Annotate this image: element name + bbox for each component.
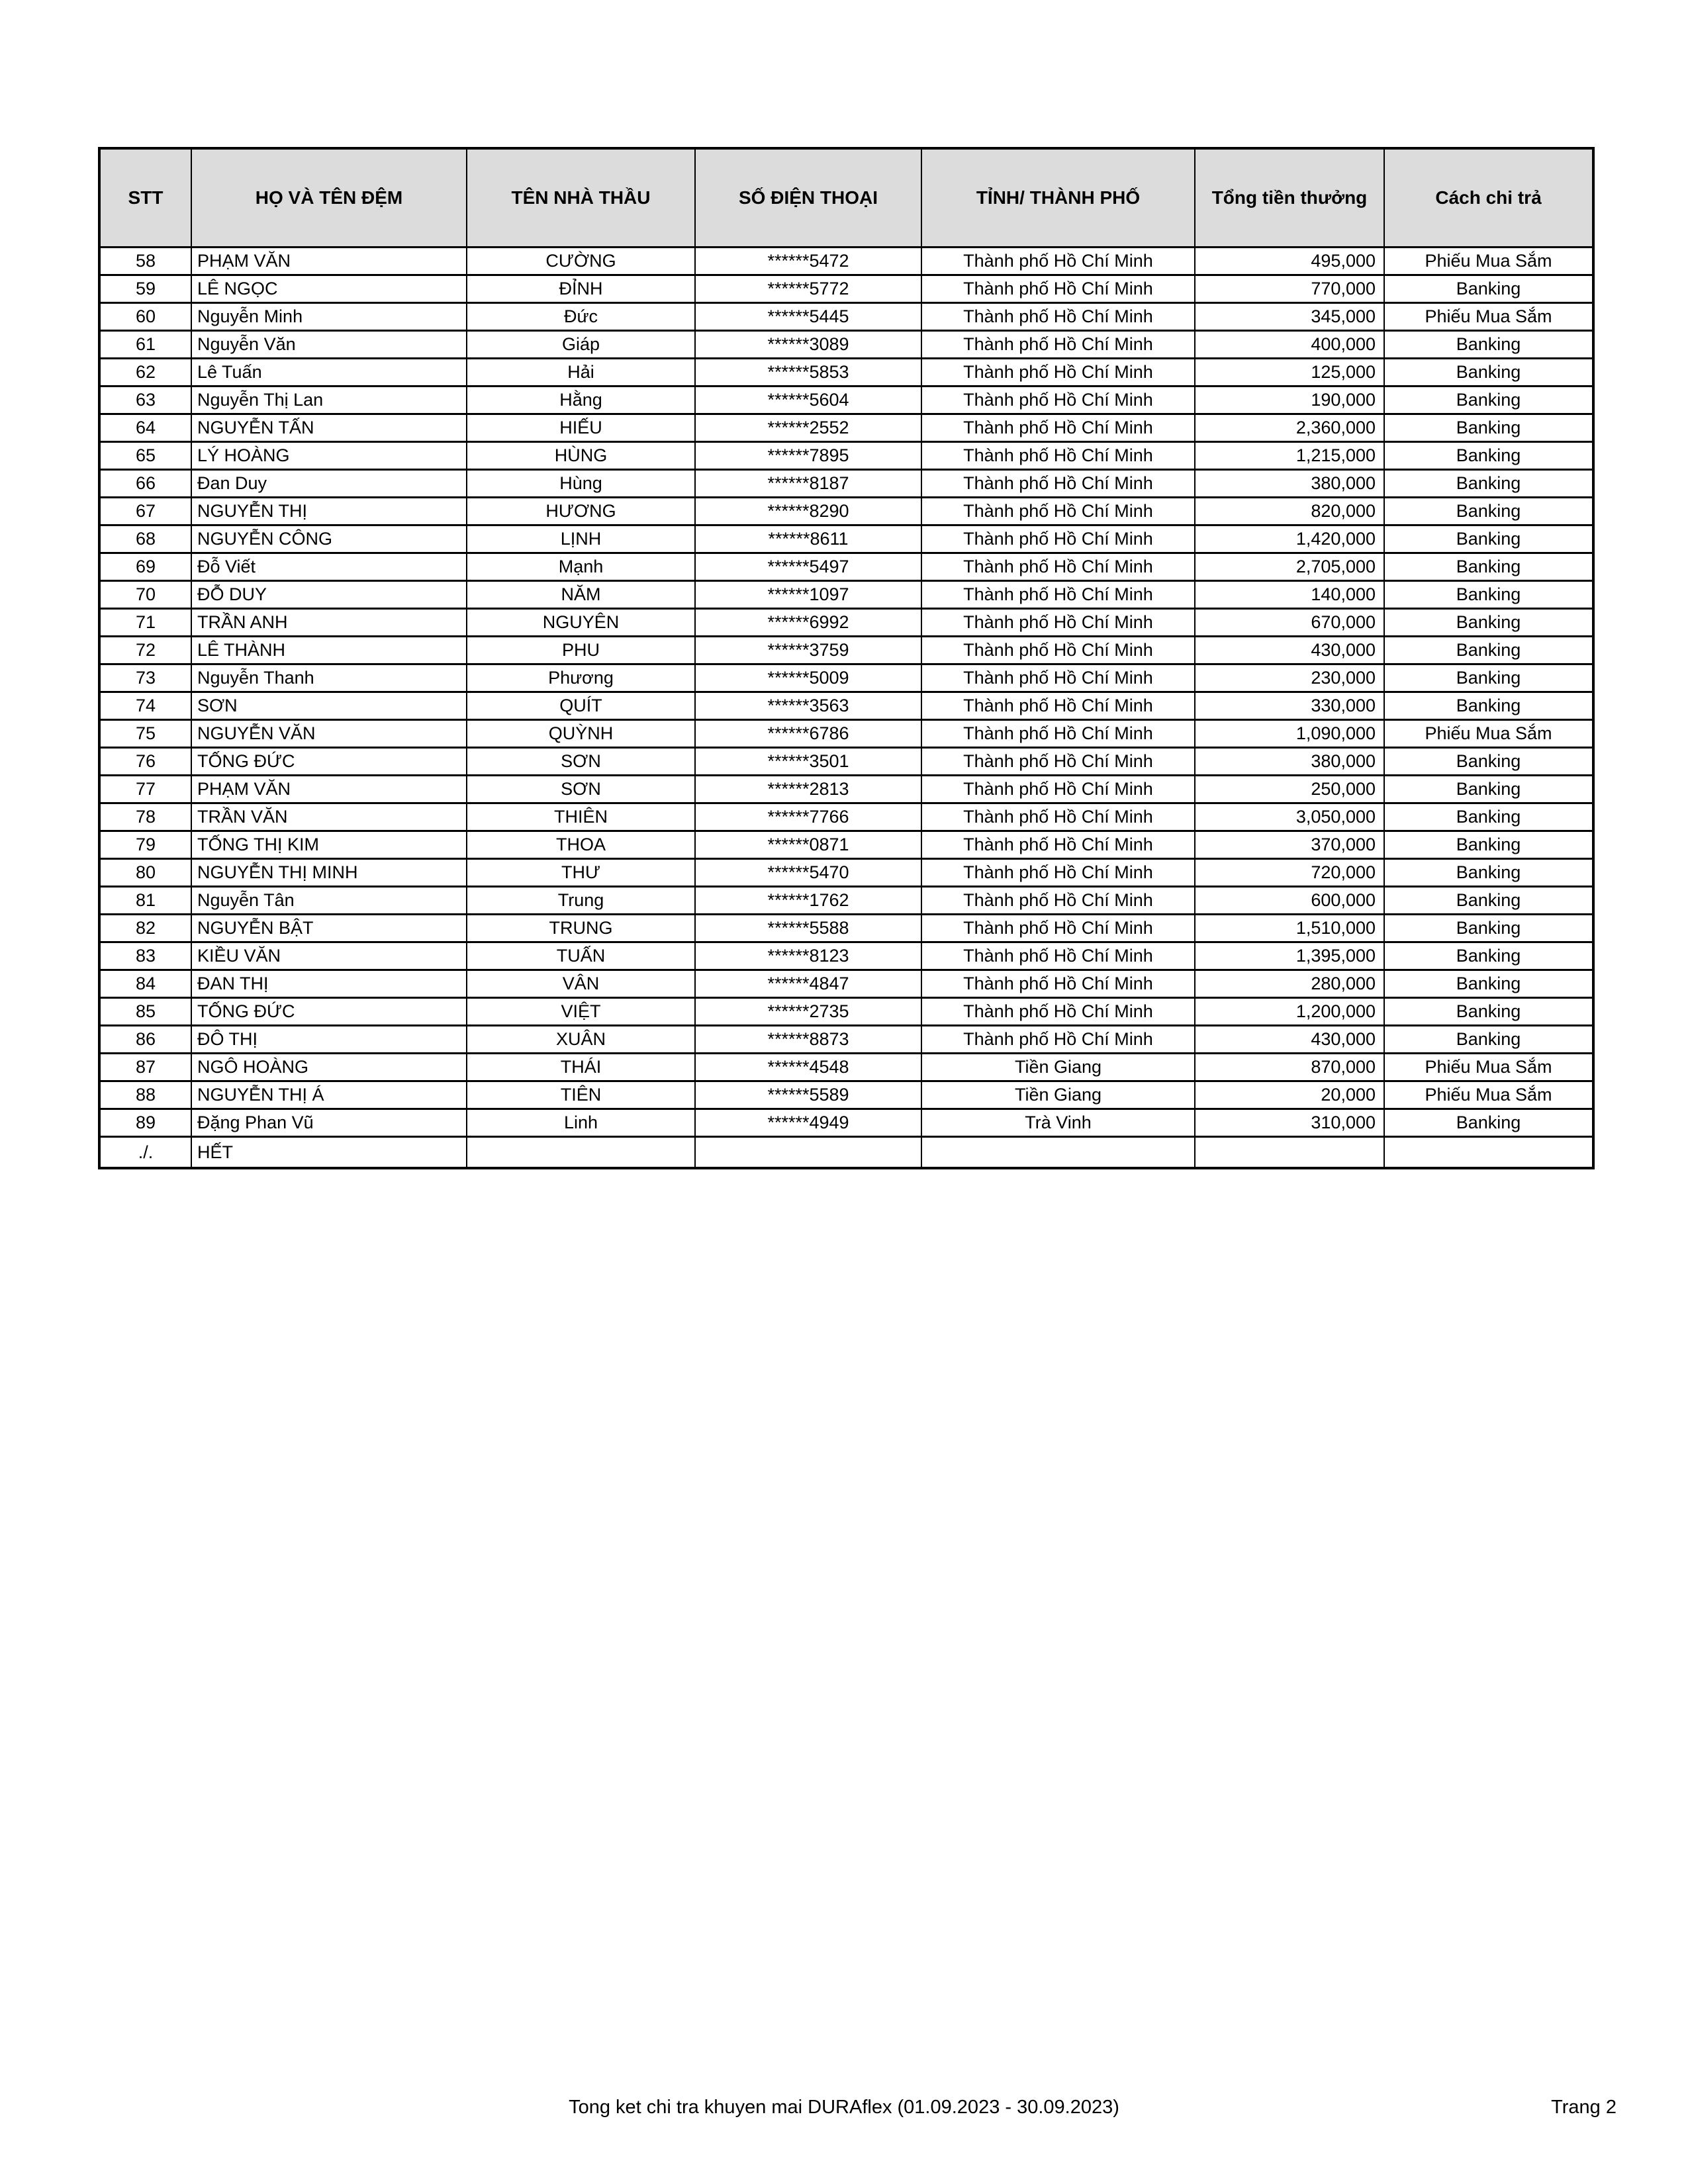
cell-pay: Banking: [1384, 664, 1593, 692]
cell-pay: Banking: [1384, 331, 1593, 359]
cell-phone: ******5445: [695, 303, 921, 331]
cell-ho: Nguyễn Thị Lan: [191, 387, 467, 414]
cell-city: [921, 1137, 1195, 1169]
cell-amount: 380,000: [1195, 470, 1384, 498]
cell-stt: 76: [99, 748, 191, 776]
table-row: [99, 692, 1593, 720]
cell-phone: ******5470: [695, 859, 921, 887]
cell-stt: 62: [99, 359, 191, 387]
column-header-amount: Tổng tiền thưởng: [1195, 148, 1384, 248]
cell-pay: Banking: [1384, 803, 1593, 831]
cell-phone: ******5497: [695, 553, 921, 581]
cell-pay: Banking: [1384, 414, 1593, 442]
cell-pay: [1384, 1137, 1593, 1169]
cell-amount: 310,000: [1195, 1109, 1384, 1137]
cell-pay: Banking: [1384, 887, 1593, 915]
cell-stt: 84: [99, 970, 191, 998]
cell-phone: ******6786: [695, 720, 921, 748]
table-row: [99, 470, 1593, 498]
table-row: [99, 970, 1593, 998]
payout-table: [98, 147, 1595, 1169]
cell-phone: ******0871: [695, 831, 921, 859]
cell-amount: 820,000: [1195, 498, 1384, 525]
cell-ho: NGUYỄN THỊ: [191, 498, 467, 525]
cell-amount: 720,000: [1195, 859, 1384, 887]
column-header-pay: Cách chi trả: [1384, 148, 1593, 248]
cell-city: Thành phố Hồ Chí Minh: [921, 414, 1195, 442]
cell-phone: ******5588: [695, 915, 921, 942]
cell-ho: NGÔ HOÀNG: [191, 1054, 467, 1081]
table-row: [99, 331, 1593, 359]
cell-ho: ĐAN THỊ: [191, 970, 467, 998]
cell-city: Thành phố Hồ Chí Minh: [921, 748, 1195, 776]
column-header-city: TỈNH/ THÀNH PHỐ: [921, 148, 1195, 248]
cell-ho: Nguyễn Tân: [191, 887, 467, 915]
cell-city: Thành phố Hồ Chí Minh: [921, 970, 1195, 998]
cell-ten: TIÊN: [467, 1081, 695, 1109]
table-row: [99, 831, 1593, 859]
column-header-ten: TÊN NHÀ THẦU: [467, 148, 695, 248]
cell-city: Thành phố Hồ Chí Minh: [921, 470, 1195, 498]
cell-pay: Banking: [1384, 831, 1593, 859]
cell-ho: KIỀU VĂN: [191, 942, 467, 970]
cell-ten: QUỲNH: [467, 720, 695, 748]
cell-pay: Banking: [1384, 387, 1593, 414]
cell-ho: PHẠM VĂN: [191, 776, 467, 803]
cell-ten: SƠN: [467, 776, 695, 803]
cell-stt: 63: [99, 387, 191, 414]
cell-pay: Banking: [1384, 359, 1593, 387]
table-row: [99, 915, 1593, 942]
cell-ten: THIÊN: [467, 803, 695, 831]
cell-amount: 230,000: [1195, 664, 1384, 692]
cell-phone: ******1097: [695, 581, 921, 609]
cell-amount: 380,000: [1195, 748, 1384, 776]
cell-ho: TRẦN VĂN: [191, 803, 467, 831]
cell-ten: HÙNG: [467, 442, 695, 470]
cell-ho: PHẠM VĂN: [191, 248, 467, 275]
cell-ten: PHU: [467, 637, 695, 664]
cell-city: Thành phố Hồ Chí Minh: [921, 915, 1195, 942]
table-header-row: [99, 148, 1593, 248]
cell-amount: 400,000: [1195, 331, 1384, 359]
cell-pay: Banking: [1384, 942, 1593, 970]
cell-ten: VIỆT: [467, 998, 695, 1026]
cell-city: Thành phố Hồ Chí Minh: [921, 831, 1195, 859]
cell-stt: 78: [99, 803, 191, 831]
cell-city: Thành phố Hồ Chí Minh: [921, 248, 1195, 275]
cell-phone: [695, 1137, 921, 1169]
cell-pay: Banking: [1384, 748, 1593, 776]
cell-amount: 250,000: [1195, 776, 1384, 803]
cell-ho: LÝ HOÀNG: [191, 442, 467, 470]
cell-stt: 59: [99, 275, 191, 303]
cell-city: Tiền Giang: [921, 1081, 1195, 1109]
cell-ho: TỐNG THỊ KIM: [191, 831, 467, 859]
table-row: [99, 414, 1593, 442]
cell-ho: TỐNG ĐỨC: [191, 998, 467, 1026]
cell-ten: QUÍT: [467, 692, 695, 720]
cell-city: Thành phố Hồ Chí Minh: [921, 609, 1195, 637]
table-row: [99, 1109, 1593, 1137]
cell-ten: Đức: [467, 303, 695, 331]
cell-phone: ******5772: [695, 275, 921, 303]
cell-city: Thành phố Hồ Chí Minh: [921, 331, 1195, 359]
table-row: [99, 387, 1593, 414]
cell-city: Thành phố Hồ Chí Minh: [921, 498, 1195, 525]
cell-stt: 64: [99, 414, 191, 442]
cell-amount: 430,000: [1195, 637, 1384, 664]
cell-phone: ******8611: [695, 525, 921, 553]
cell-city: Thành phố Hồ Chí Minh: [921, 776, 1195, 803]
cell-pay: Phiếu Mua Sắm: [1384, 720, 1593, 748]
cell-stt: 70: [99, 581, 191, 609]
cell-phone: ******3759: [695, 637, 921, 664]
table-row: [99, 664, 1593, 692]
cell-phone: ******4847: [695, 970, 921, 998]
table-row: [99, 553, 1593, 581]
table-row: [99, 776, 1593, 803]
table-row: [99, 1137, 1593, 1169]
cell-city: Thành phố Hồ Chí Minh: [921, 720, 1195, 748]
cell-amount: 345,000: [1195, 303, 1384, 331]
cell-amount: 330,000: [1195, 692, 1384, 720]
table-row: [99, 581, 1593, 609]
cell-city: Thành phố Hồ Chí Minh: [921, 275, 1195, 303]
cell-ten: TUẤN: [467, 942, 695, 970]
cell-city: Thành phố Hồ Chí Minh: [921, 525, 1195, 553]
cell-phone: ******2813: [695, 776, 921, 803]
cell-ho: TRẦN ANH: [191, 609, 467, 637]
table-row: [99, 1081, 1593, 1109]
cell-city: Thành phố Hồ Chí Minh: [921, 303, 1195, 331]
cell-pay: Banking: [1384, 525, 1593, 553]
cell-phone: ******5589: [695, 1081, 921, 1109]
cell-ten: NGUYÊN: [467, 609, 695, 637]
cell-amount: 3,050,000: [1195, 803, 1384, 831]
cell-phone: ******7766: [695, 803, 921, 831]
cell-stt: 72: [99, 637, 191, 664]
cell-city: Thành phố Hồ Chí Minh: [921, 664, 1195, 692]
cell-phone: ******1762: [695, 887, 921, 915]
cell-amount: 20,000: [1195, 1081, 1384, 1109]
cell-ten: Giáp: [467, 331, 695, 359]
footer-title: Tong ket chi tra khuyen mai DURAflex (01.09.2023 - 30.09.2023): [569, 2097, 1119, 2118]
cell-phone: ******3501: [695, 748, 921, 776]
cell-stt: 71: [99, 609, 191, 637]
cell-ho: SƠN: [191, 692, 467, 720]
cell-city: Thành phố Hồ Chí Minh: [921, 637, 1195, 664]
cell-amount: 670,000: [1195, 609, 1384, 637]
cell-phone: ******8290: [695, 498, 921, 525]
table-header: [99, 148, 1593, 248]
cell-phone: ******5472: [695, 248, 921, 275]
cell-amount: 280,000: [1195, 970, 1384, 998]
column-header-stt: STT: [99, 148, 191, 248]
cell-ten: Mạnh: [467, 553, 695, 581]
cell-amount: 770,000: [1195, 275, 1384, 303]
table-row: [99, 303, 1593, 331]
cell-phone: ******5604: [695, 387, 921, 414]
cell-city: Thành phố Hồ Chí Minh: [921, 387, 1195, 414]
cell-amount: 1,090,000: [1195, 720, 1384, 748]
cell-ho: Đặng Phan Vũ: [191, 1109, 467, 1137]
cell-ho: Lê Tuấn: [191, 359, 467, 387]
cell-amount: 1,510,000: [1195, 915, 1384, 942]
cell-amount: 1,200,000: [1195, 998, 1384, 1026]
cell-ten: HƯƠNG: [467, 498, 695, 525]
cell-stt: 67: [99, 498, 191, 525]
cell-amount: 1,395,000: [1195, 942, 1384, 970]
cell-phone: ******4949: [695, 1109, 921, 1137]
table-row: [99, 720, 1593, 748]
cell-amount: 140,000: [1195, 581, 1384, 609]
cell-pay: Banking: [1384, 915, 1593, 942]
cell-ten: CƯỜNG: [467, 248, 695, 275]
cell-stt: 86: [99, 1026, 191, 1054]
cell-pay: Banking: [1384, 553, 1593, 581]
table-row: [99, 998, 1593, 1026]
table-row: [99, 442, 1593, 470]
cell-ho: Nguyễn Thanh: [191, 664, 467, 692]
cell-ten: THOA: [467, 831, 695, 859]
cell-phone: ******2552: [695, 414, 921, 442]
table-row: [99, 609, 1593, 637]
cell-city: Thành phố Hồ Chí Minh: [921, 359, 1195, 387]
table-row: [99, 887, 1593, 915]
cell-city: Thành phố Hồ Chí Minh: [921, 553, 1195, 581]
cell-stt: 73: [99, 664, 191, 692]
cell-ten: [467, 1137, 695, 1169]
cell-ho: NGUYỄN VĂN: [191, 720, 467, 748]
cell-stt: 61: [99, 331, 191, 359]
cell-ten: THƯ: [467, 859, 695, 887]
table-row: [99, 248, 1593, 275]
cell-ten: ĐỈNH: [467, 275, 695, 303]
cell-city: Thành phố Hồ Chí Minh: [921, 442, 1195, 470]
cell-pay: Banking: [1384, 275, 1593, 303]
table-row: [99, 498, 1593, 525]
cell-stt: ./.: [99, 1137, 191, 1169]
cell-city: Thành phố Hồ Chí Minh: [921, 942, 1195, 970]
cell-phone: ******6992: [695, 609, 921, 637]
cell-pay: Banking: [1384, 859, 1593, 887]
cell-stt: 83: [99, 942, 191, 970]
cell-pay: Phiếu Mua Sắm: [1384, 1081, 1593, 1109]
table-row: [99, 637, 1593, 664]
table-row: [99, 359, 1593, 387]
cell-pay: Banking: [1384, 998, 1593, 1026]
cell-phone: ******8873: [695, 1026, 921, 1054]
table-row: [99, 1026, 1593, 1054]
cell-stt: 66: [99, 470, 191, 498]
cell-pay: Banking: [1384, 776, 1593, 803]
cell-phone: ******8123: [695, 942, 921, 970]
cell-pay: Banking: [1384, 609, 1593, 637]
cell-ten: HIẾU: [467, 414, 695, 442]
cell-ten: Phương: [467, 664, 695, 692]
cell-phone: ******2735: [695, 998, 921, 1026]
cell-amount: 1,215,000: [1195, 442, 1384, 470]
cell-ho: LÊ THÀNH: [191, 637, 467, 664]
cell-city: Tiền Giang: [921, 1054, 1195, 1081]
cell-amount: 370,000: [1195, 831, 1384, 859]
cell-stt: 85: [99, 998, 191, 1026]
cell-stt: 69: [99, 553, 191, 581]
cell-pay: Phiếu Mua Sắm: [1384, 248, 1593, 275]
cell-ho: TỐNG ĐỨC: [191, 748, 467, 776]
cell-pay: Banking: [1384, 470, 1593, 498]
cell-pay: Banking: [1384, 1109, 1593, 1137]
cell-phone: ******7895: [695, 442, 921, 470]
cell-pay: Banking: [1384, 442, 1593, 470]
table-row: [99, 525, 1593, 553]
cell-amount: 190,000: [1195, 387, 1384, 414]
cell-stt: 75: [99, 720, 191, 748]
cell-ho: Nguyễn Minh: [191, 303, 467, 331]
cell-city: Trà Vinh: [921, 1109, 1195, 1137]
cell-ho: ĐỖ DUY: [191, 581, 467, 609]
cell-phone: ******4548: [695, 1054, 921, 1081]
cell-city: Thành phố Hồ Chí Minh: [921, 581, 1195, 609]
cell-ho: NGUYỄN THỊ Á: [191, 1081, 467, 1109]
cell-stt: 65: [99, 442, 191, 470]
table-row: [99, 748, 1593, 776]
cell-pay: Phiếu Mua Sắm: [1384, 1054, 1593, 1081]
cell-city: Thành phố Hồ Chí Minh: [921, 1026, 1195, 1054]
cell-city: Thành phố Hồ Chí Minh: [921, 692, 1195, 720]
cell-ten: LỊNH: [467, 525, 695, 553]
cell-pay: Banking: [1384, 1026, 1593, 1054]
cell-ten: Hải: [467, 359, 695, 387]
cell-stt: 58: [99, 248, 191, 275]
cell-ten: VÂN: [467, 970, 695, 998]
cell-stt: 68: [99, 525, 191, 553]
cell-stt: 89: [99, 1109, 191, 1137]
cell-phone: ******5853: [695, 359, 921, 387]
cell-stt: 77: [99, 776, 191, 803]
cell-amount: 870,000: [1195, 1054, 1384, 1081]
cell-ho: ĐÔ THỊ: [191, 1026, 467, 1054]
column-header-phone: SỐ ĐIỆN THOẠI: [695, 148, 921, 248]
cell-ho: NGUYỄN CÔNG: [191, 525, 467, 553]
table-row: [99, 275, 1593, 303]
cell-stt: 80: [99, 859, 191, 887]
cell-amount: [1195, 1137, 1384, 1169]
cell-stt: 88: [99, 1081, 191, 1109]
footer-page-number: Trang 2: [1551, 2097, 1617, 2118]
cell-ho: HẾT: [191, 1137, 467, 1169]
cell-pay: Banking: [1384, 692, 1593, 720]
cell-ho: Nguyễn Văn: [191, 331, 467, 359]
cell-phone: ******3089: [695, 331, 921, 359]
column-header-ho: HỌ VÀ TÊN ĐỆM: [191, 148, 467, 248]
cell-pay: Banking: [1384, 637, 1593, 664]
cell-ho: NGUYỄN TẤN: [191, 414, 467, 442]
table-row: [99, 859, 1593, 887]
cell-city: Thành phố Hồ Chí Minh: [921, 887, 1195, 915]
cell-pay: Banking: [1384, 970, 1593, 998]
cell-amount: 125,000: [1195, 359, 1384, 387]
cell-phone: ******5009: [695, 664, 921, 692]
cell-ho: Đỗ Viết: [191, 553, 467, 581]
cell-amount: 430,000: [1195, 1026, 1384, 1054]
cell-amount: 2,360,000: [1195, 414, 1384, 442]
cell-amount: 495,000: [1195, 248, 1384, 275]
cell-ho: LÊ NGỌC: [191, 275, 467, 303]
cell-stt: 81: [99, 887, 191, 915]
cell-amount: 600,000: [1195, 887, 1384, 915]
cell-ten: TRUNG: [467, 915, 695, 942]
table-row: [99, 942, 1593, 970]
cell-ten: Linh: [467, 1109, 695, 1137]
cell-amount: 1,420,000: [1195, 525, 1384, 553]
cell-stt: 82: [99, 915, 191, 942]
cell-city: Thành phố Hồ Chí Minh: [921, 998, 1195, 1026]
cell-phone: ******3563: [695, 692, 921, 720]
cell-ho: NGUYỄN BẬT: [191, 915, 467, 942]
cell-city: Thành phố Hồ Chí Minh: [921, 803, 1195, 831]
cell-stt: 79: [99, 831, 191, 859]
cell-pay: Banking: [1384, 498, 1593, 525]
cell-ten: Hùng: [467, 470, 695, 498]
cell-ten: XUÂN: [467, 1026, 695, 1054]
cell-ho: Đan Duy: [191, 470, 467, 498]
cell-ho: NGUYỄN THỊ MINH: [191, 859, 467, 887]
table-body: [99, 248, 1593, 1169]
cell-ten: SƠN: [467, 748, 695, 776]
cell-city: Thành phố Hồ Chí Minh: [921, 859, 1195, 887]
cell-stt: 87: [99, 1054, 191, 1081]
cell-phone: ******8187: [695, 470, 921, 498]
cell-pay: Phiếu Mua Sắm: [1384, 303, 1593, 331]
cell-amount: 2,705,000: [1195, 553, 1384, 581]
cell-ten: Trung: [467, 887, 695, 915]
cell-stt: 60: [99, 303, 191, 331]
cell-pay: Banking: [1384, 581, 1593, 609]
cell-ten: THÁI: [467, 1054, 695, 1081]
cell-ten: NĂM: [467, 581, 695, 609]
cell-ten: Hằng: [467, 387, 695, 414]
cell-stt: 74: [99, 692, 191, 720]
table-row: [99, 803, 1593, 831]
table-row: [99, 1054, 1593, 1081]
